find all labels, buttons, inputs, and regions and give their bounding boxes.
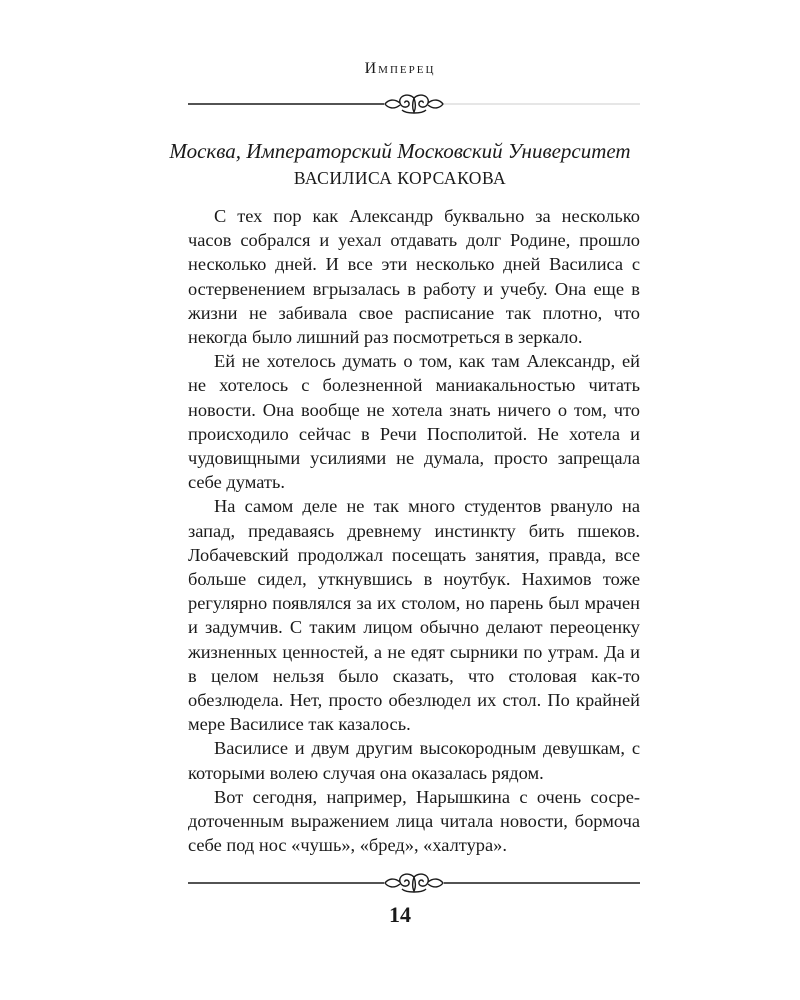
paragraph: Василисе и двум другим высокородным девушкам, с которыми волею случая она оказалась рядом. bbox=[188, 738, 640, 783]
chapter-character-name: ВАСИЛИСА КОРСАКОВА bbox=[293, 168, 507, 188]
page-number: 14 bbox=[389, 902, 411, 927]
ornament-icon bbox=[188, 871, 640, 895]
paragraph: С тех пор как Александр буквально за несколько часов собрался и уехал отдавать долг Родине, прошло несколько дней. И все эти несколько дней Василиса с остервенением вгрызалась в работу и учебу. Она еще в жизни не забивала свое расписание так плотно, что некогда было лишний раз посмотреться в зеркало. bbox=[188, 206, 640, 348]
top-ornament-rule bbox=[188, 92, 640, 116]
bottom-ornament-rule bbox=[188, 871, 640, 895]
paragraph: Вот сегодня, например, Нарышкина с очень сосредоточенным выражением лица читала новости, бормоча себе под нос «чушь», «бред», «халтура». bbox=[188, 786, 640, 856]
body-text bbox=[188, 204, 640, 857]
ornament-icon bbox=[188, 92, 640, 116]
paragraph: На самом деле не так много студентов рвануло на запад, предаваясь древнему инстинкту бить пшеков. Лобачевский продолжал посещать занятия, правда, все больше сидел, уткнувшись в ноутбук. Нахимов тоже регулярно появлялся за их столом, но парень был мрачен и задумчив. С таким лицом обычно делают переоценку жизненных ценностей, а не едят сырники по утрам. Да и в целом нельзя было сказать, что столовая как-то обезлюдела. Нет, просто обезлюдел их стол. По крайней мере Василисе так казалось. bbox=[188, 496, 640, 735]
chapter-location: Москва, Императорский Московский Университет bbox=[169, 139, 631, 163]
paragraph: Ей не хотелось думать о том, как там Александр, ей не хотелось с болезненной маниакальностью читать новости. Она вообще не хотела знать ничего о том, что происходило сейчас в Речи Посполитой. Не хотела и чудовищными усилиями не думала, просто запрещала себе думать. bbox=[188, 351, 640, 493]
running-head-title: Имперец bbox=[364, 60, 436, 77]
